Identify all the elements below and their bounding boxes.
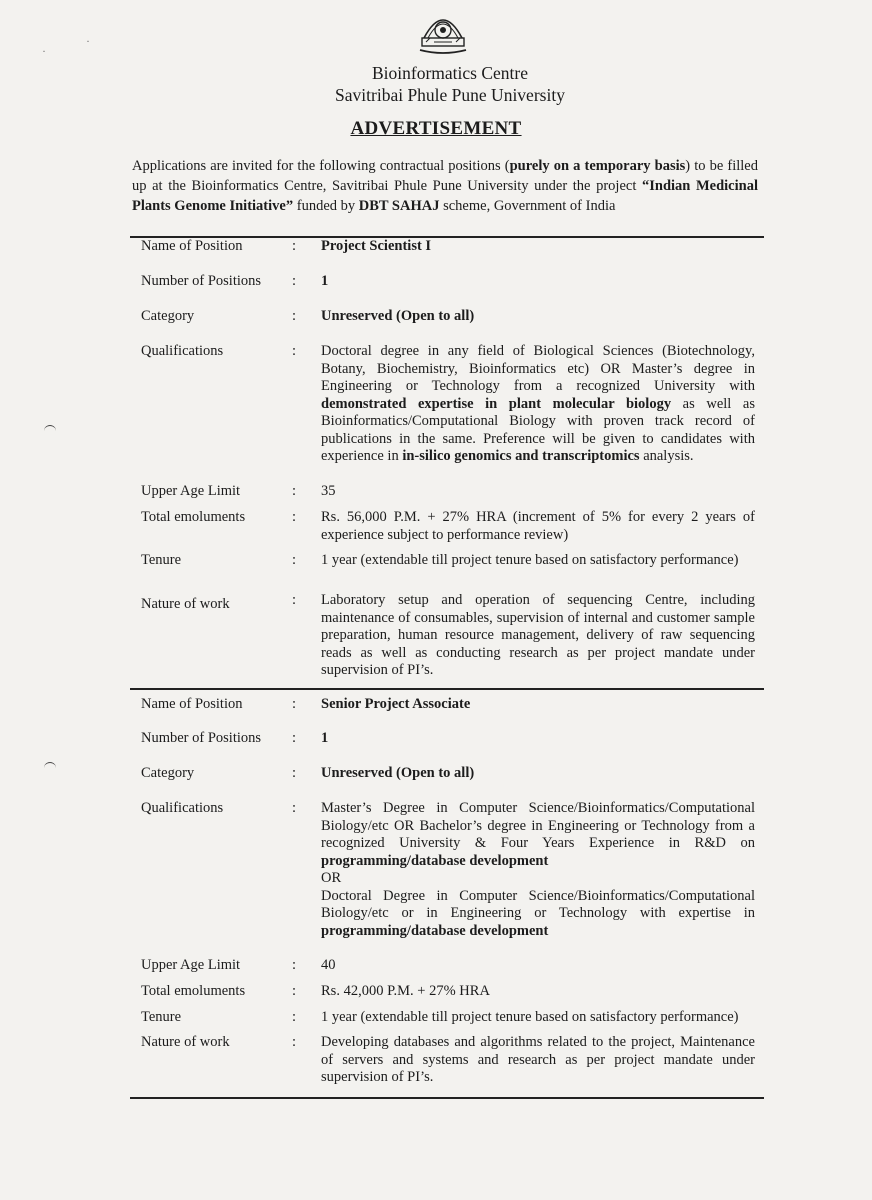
intro-paragraph: Applications are invited for the following contractual positions (purely on a temporary basis) to be filled up at the Bioinformatics Centre, Savitribai Phule Pune University under the project “Indian Medicinal Plants Genome Initiative” funded by DBT SAHAJ scheme, Government of India <box>132 158 758 214</box>
label-emoluments: Total emoluments <box>141 983 246 999</box>
position2-category: Unreserved (Open to all) <box>321 765 475 781</box>
colon: : <box>292 509 297 525</box>
label-tenure: Tenure <box>141 1009 182 1025</box>
university-emblem-icon <box>416 8 470 58</box>
colon: : <box>292 957 297 973</box>
position1-tenure: 1 year (extendable till project tenure based on satisfactory performance) <box>321 552 739 568</box>
org-name: Bioinformatics Centre <box>371 63 528 83</box>
label-qualifications: Qualifications <box>141 343 224 359</box>
label-number: Number of Positions <box>141 273 262 289</box>
punch-hole-mark <box>44 762 56 773</box>
position2-name: Senior Project Associate <box>321 696 471 712</box>
label-age: Upper Age Limit <box>141 957 241 973</box>
position1-number: 1 <box>321 273 329 289</box>
colon: : <box>292 730 297 746</box>
position1-nature: Laboratory setup and operation of sequencing Centre, including maintenance of consumables, supervision of internal and customer sample preparation, human resource management, delivery of raw sequencing reads as well as conducting research as per project mandate under supervision of PI’s. <box>321 592 755 678</box>
position2-age: 40 <box>321 957 336 973</box>
label-category: Category <box>141 308 195 324</box>
divider <box>130 1097 764 1099</box>
position1-category: Unreserved (Open to all) <box>321 308 475 324</box>
page-title: ADVERTISEMENT <box>350 118 522 139</box>
colon: : <box>292 308 297 324</box>
scan-speck: · <box>42 44 46 58</box>
colon: : <box>292 800 297 816</box>
colon: : <box>292 343 297 359</box>
colon: : <box>292 696 297 712</box>
label-qualifications: Qualifications <box>141 800 224 816</box>
colon: : <box>292 592 297 608</box>
colon: : <box>292 765 297 781</box>
position1-age: 35 <box>321 483 336 499</box>
label-tenure: Tenure <box>141 552 182 568</box>
position1-emoluments: Rs. 56,000 P.M. + 27% HRA (increment of 5% for every 2 years of experience subject to performance review) <box>321 509 755 543</box>
scan-speck: · <box>86 34 90 48</box>
label-nature: Nature of work <box>141 596 230 612</box>
university-name: Savitribai Phule Pune University <box>335 85 565 105</box>
colon: : <box>292 238 297 254</box>
position1-qualifications: Doctoral degree in any field of Biological Sciences (Biotechnology, Botany, Biochemistry, Bioinformatics etc) OR Master’s degree in Engineering or Technology from a recognized University with demonstrated expertise in plant molecular biology as well as Bioinformatics/Computational Biology with proven track record of publications in the same. Preference will be given to candidates with experience in in-silico genomics and transcriptomics analysis. <box>321 343 755 464</box>
label-name: Name of Position <box>141 696 243 712</box>
position2-tenure: 1 year (extendable till project tenure based on satisfactory performance) <box>321 1009 739 1025</box>
label-nature: Nature of work <box>141 1034 230 1050</box>
position2-qualifications: Master’s Degree in Computer Science/Bioinformatics/Computational Biology/etc OR Bachelor’s degree in Engineering or Technology from a recognized University & Four Years Experience in R&D on programming/database development OR Doctoral Degree in Computer Science/Bioinformatics/Computational Biology/etc or in Engineering or Technology with expertise in programming/database development <box>321 800 755 939</box>
label-category: Category <box>141 765 195 781</box>
position2-nature: Developing databases and algorithms related to the project, Maintenance of servers and systems and research as per project mandate under supervision of PI’s. <box>321 1034 755 1085</box>
label-name: Name of Position <box>141 238 243 254</box>
colon: : <box>292 273 297 289</box>
colon: : <box>292 1034 297 1050</box>
colon: : <box>292 552 297 568</box>
colon: : <box>292 1009 297 1025</box>
position2-emoluments: Rs. 42,000 P.M. + 27% HRA <box>321 983 490 999</box>
punch-hole-mark <box>44 425 56 436</box>
divider <box>130 688 764 690</box>
colon: : <box>292 483 297 499</box>
label-age: Upper Age Limit <box>141 483 241 499</box>
colon: : <box>292 983 297 999</box>
position2-number: 1 <box>321 730 329 746</box>
position1-name: Project Scientist I <box>321 238 432 254</box>
label-number: Number of Positions <box>141 730 262 746</box>
label-emoluments: Total emoluments <box>141 509 246 525</box>
